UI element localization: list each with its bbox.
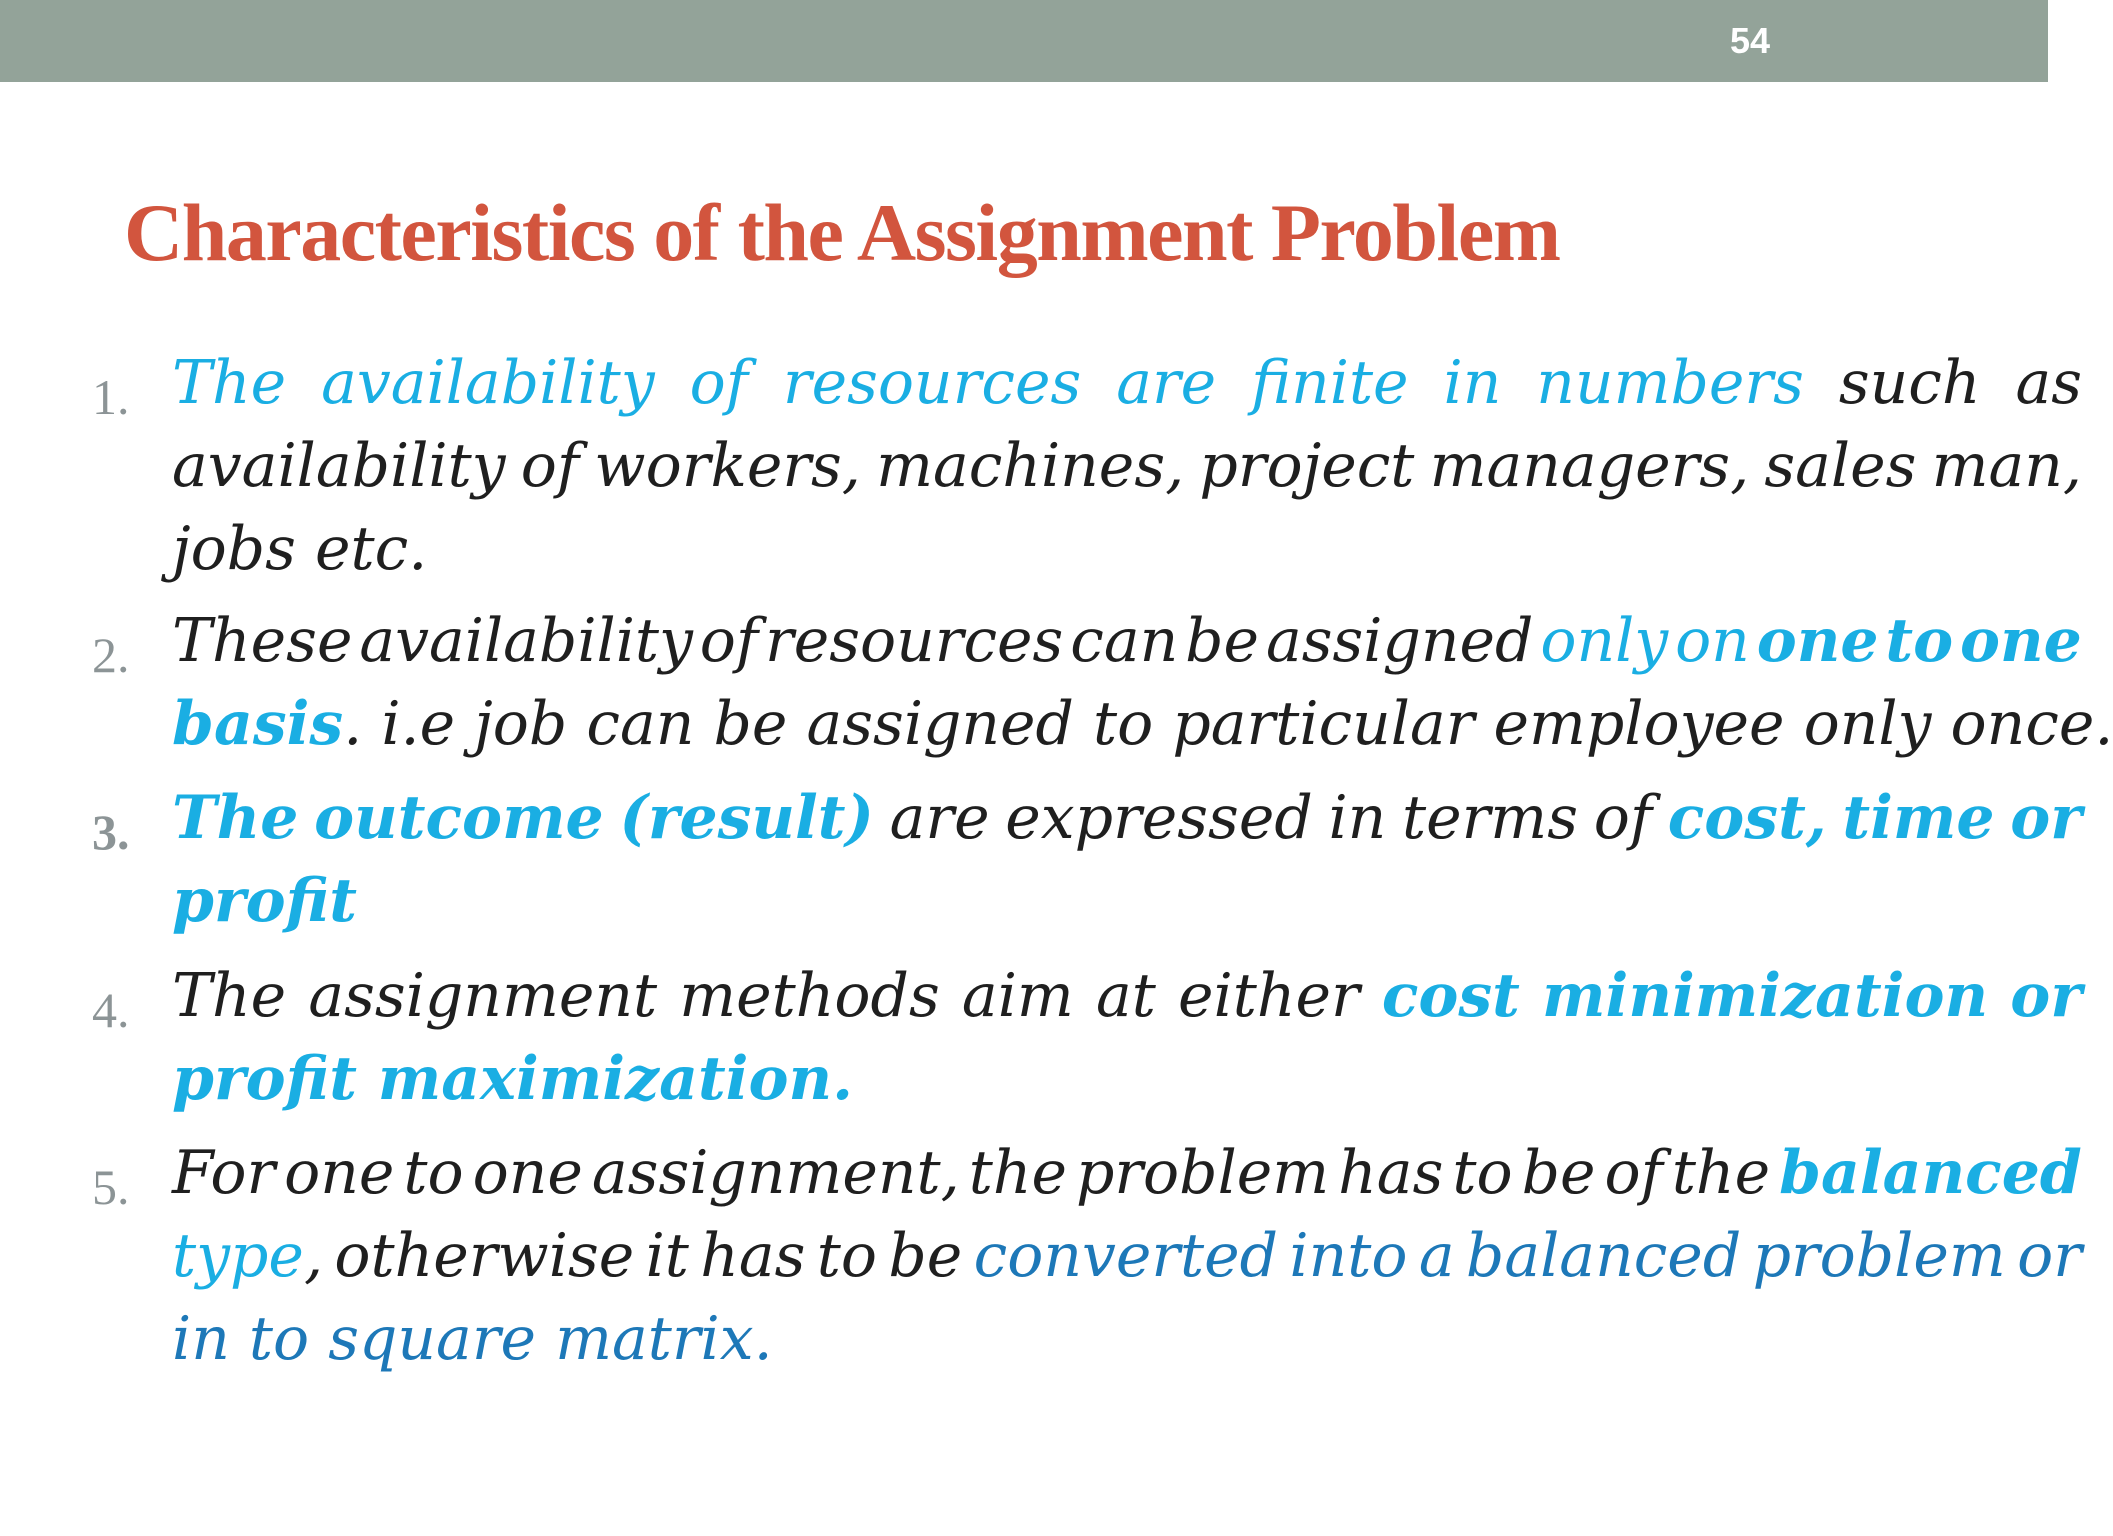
header-bar — [0, 0, 2048, 82]
item-word: one — [1960, 606, 2082, 676]
item-word: assignment — [308, 961, 658, 1031]
item-word: as — [2015, 348, 2082, 418]
item-line — [172, 683, 2113, 766]
item-word: can — [1070, 606, 1179, 676]
item-word: man, — [1931, 431, 2082, 501]
item-word: be — [1185, 606, 1260, 676]
item-text: . i.e job can be assigned to particular employee only once. — [343, 689, 2113, 759]
item-word: The — [172, 348, 287, 418]
item-word: jobs etc. — [172, 514, 428, 584]
item-word: a — [1418, 1221, 1455, 1291]
item-word: The — [172, 783, 299, 853]
item-number: 3. — [92, 804, 130, 860]
item-word: These — [172, 606, 353, 676]
item-word: converted — [973, 1221, 1279, 1291]
item-word: basis — [172, 689, 344, 759]
item-line — [172, 860, 357, 943]
item-word: of — [1604, 1138, 1663, 1208]
item-word: cost, — [1667, 783, 1827, 853]
item-word: terms — [1402, 783, 1578, 853]
item-word: either — [1178, 961, 1360, 1031]
item-line — [172, 1038, 853, 1121]
item-word: the — [968, 1138, 1067, 1208]
item-word: sales — [1764, 431, 1917, 501]
item-word: assigned — [1265, 606, 1534, 676]
item-word: be — [1521, 1138, 1596, 1208]
item-line — [172, 955, 2082, 1038]
item-word: profit — [172, 866, 357, 936]
item-word: to — [1885, 606, 1954, 676]
item-word: methods — [679, 961, 940, 1031]
item-word: resources — [782, 348, 1082, 418]
item-word: availability — [359, 606, 693, 676]
item-number: 2. — [92, 627, 130, 683]
item-word: cost — [1381, 961, 1520, 1031]
item-line — [172, 600, 2082, 683]
item-word: The — [172, 961, 287, 1031]
item-word: (result) — [619, 783, 874, 853]
item-word: problem — [1075, 1138, 1330, 1208]
item-word: it — [645, 1221, 689, 1291]
item-word: managers, — [1429, 431, 1750, 501]
item-word: machines, — [876, 431, 1185, 501]
item-word: or — [2010, 783, 2082, 853]
item-number: 5. — [92, 1159, 130, 1215]
item-word: or — [2010, 961, 2082, 1031]
item-number: 1. — [92, 369, 130, 425]
item-word: into — [1289, 1221, 1408, 1291]
item-line — [172, 1298, 773, 1381]
item-word: of — [689, 348, 748, 418]
item-word: minimization — [1542, 961, 1989, 1031]
item-word: of — [1593, 783, 1653, 853]
item-word: expressed — [1005, 783, 1313, 853]
item-word: to — [403, 1138, 464, 1208]
item-word: at — [1095, 961, 1156, 1031]
item-line — [172, 1215, 2082, 1298]
item-word: workers, — [594, 431, 861, 501]
item-word: otherwise — [334, 1221, 635, 1291]
item-line — [172, 425, 2082, 508]
item-word: resources — [765, 606, 1064, 676]
item-word: in to square matrix. — [172, 1304, 773, 1374]
item-word: of — [520, 431, 580, 501]
slide-number: 54 — [1729, 20, 1771, 61]
item-word: profit maximization. — [172, 1044, 854, 1114]
item-word: be — [888, 1221, 963, 1291]
item-word: such — [1838, 348, 1981, 418]
item-word: in — [1328, 783, 1387, 853]
item-word: aim — [961, 961, 1074, 1031]
item-word: type — [172, 1221, 304, 1291]
item-word: are — [889, 783, 990, 853]
item-word: project — [1199, 431, 1415, 501]
item-word: balanced — [1465, 1221, 1742, 1291]
slide-title: Characteristics of the Assignment Problem — [124, 187, 1560, 278]
item-line — [172, 508, 427, 591]
item-word: only — [1540, 606, 1669, 676]
item-word: are — [1116, 348, 1217, 418]
item-word: outcome — [314, 783, 604, 853]
item-number: 4. — [92, 982, 130, 1038]
item-word: For — [172, 1138, 276, 1208]
item-word: one — [472, 1138, 583, 1208]
item-word: time — [1842, 783, 1995, 853]
item-word: balanced — [1779, 1138, 2082, 1208]
item-word-group — [172, 1215, 323, 1298]
item-word: , — [303, 1221, 324, 1291]
item-word: one — [284, 1138, 395, 1208]
item-word: to — [1452, 1138, 1513, 1208]
item-word: numbers — [1536, 348, 1804, 418]
item-word: has — [1338, 1138, 1444, 1208]
item-word: problem — [1752, 1221, 2006, 1291]
item-word: in — [1443, 348, 1502, 418]
item-word: or — [2017, 1221, 2082, 1291]
item-line — [172, 342, 2082, 425]
item-word: one — [1756, 606, 1879, 676]
item-line — [172, 777, 2082, 860]
item-word: the — [1671, 1138, 1771, 1208]
item-word: finite — [1251, 348, 1409, 418]
item-word: to — [816, 1221, 878, 1291]
item-word: availability — [172, 431, 506, 501]
item-word: on — [1675, 606, 1750, 676]
item-word: has — [700, 1221, 806, 1291]
item-word: assignment, — [591, 1138, 960, 1208]
item-word: availability — [321, 348, 655, 418]
item-line — [172, 1132, 2082, 1215]
item-word: of — [699, 606, 759, 676]
